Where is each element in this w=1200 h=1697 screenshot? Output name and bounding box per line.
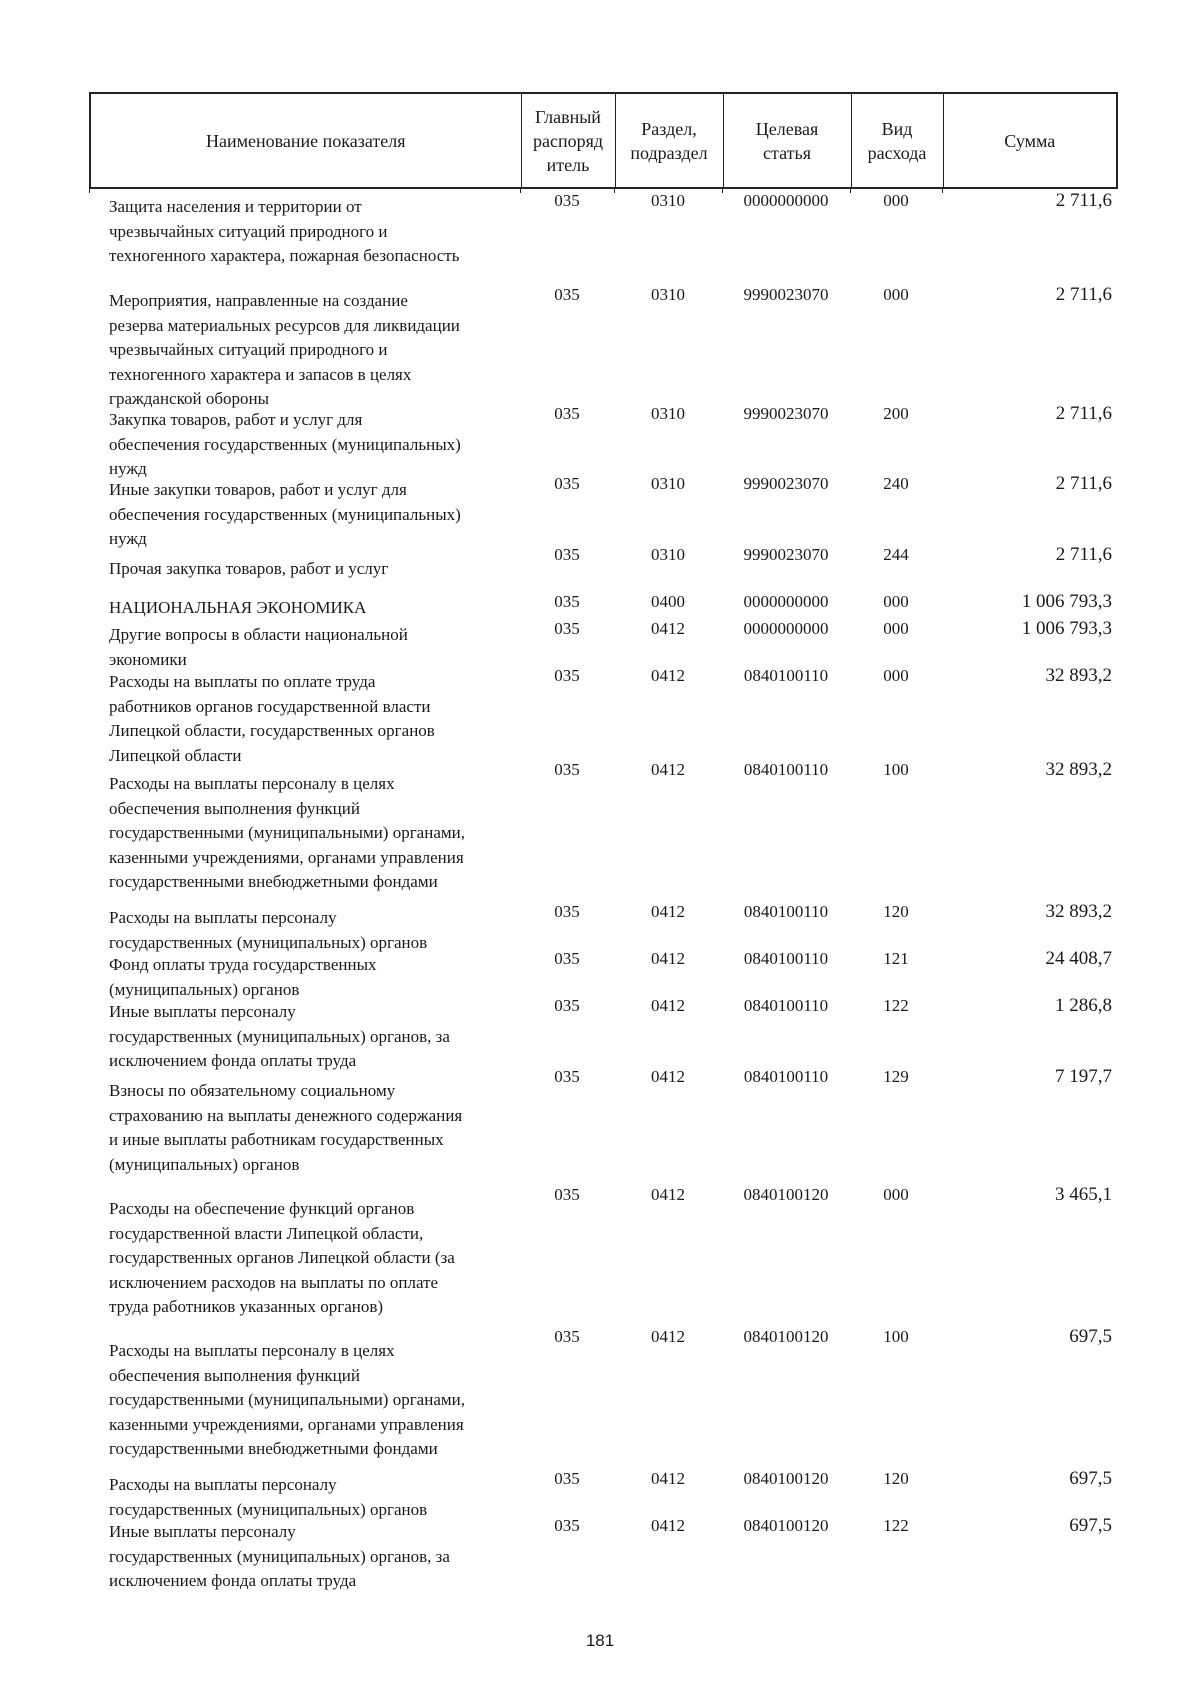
target-article-code: 0000000000 — [743, 191, 829, 210]
section-code: 0412 — [651, 1327, 685, 1346]
column-header-indicator-name: Наименование показателя — [90, 93, 521, 188]
sum-value: 697,5 — [1069, 1326, 1112, 1347]
sum-value: 32 893,2 — [1045, 901, 1112, 922]
sum-value: 2 711,6 — [1055, 403, 1112, 424]
indicator-name: Взносы по обязательному социальному страхованию на выплаты денежного содержания и иные выплаты работникам государственных (муниципальных) органов — [109, 1081, 463, 1174]
column-header-expense-type: Вид расхода — [851, 93, 943, 188]
sum-value: 32 893,2 — [1045, 665, 1112, 686]
chief-manager-code: 035 — [554, 592, 580, 611]
sum-value: 1 006 793,3 — [1021, 591, 1112, 612]
page-number: 181 — [585, 1631, 615, 1650]
sum-value: 2 711,6 — [1055, 190, 1112, 211]
chief-manager-code: 035 — [554, 1469, 580, 1488]
section-code: 0412 — [651, 760, 685, 779]
column-header-section: Раздел, подраздел — [615, 93, 723, 188]
indicator-name: Иные выплаты персоналу государственных (муниципальных) органов, за исключением фонда оплаты труда — [109, 1522, 450, 1590]
indicator-name: Защита населения и территории от чрезвычайных ситуаций природного и техногенного характера, пожарная безопасность — [109, 197, 460, 265]
section-code: 0412 — [651, 619, 685, 638]
chief-manager-code: 035 — [554, 902, 580, 921]
chief-manager-code: 035 — [554, 285, 580, 304]
section-code: 0412 — [651, 1067, 685, 1086]
target-article-code: 9990023070 — [743, 545, 829, 564]
indicator-name: Иные выплаты персоналу государственных (муниципальных) органов, за исключением фонда оплаты труда — [109, 1002, 450, 1070]
target-article-code: 0840100110 — [743, 760, 829, 779]
indicator-name: Расходы на выплаты персоналу в целях обеспечения выполнения функций государственными (муниципальными) органами, казенными учреждениями, органами управления государственными внебюджетными фондами — [109, 1341, 465, 1458]
sum-value: 32 893,2 — [1045, 759, 1112, 780]
sum-value: 7 197,7 — [1055, 1066, 1112, 1087]
expense-type-code: 120 — [883, 1469, 909, 1488]
section-code: 0310 — [651, 404, 685, 423]
indicator-name: Другие вопросы в области национальной экономики — [109, 625, 408, 669]
target-article-code: 0840100110 — [743, 902, 829, 921]
sum-value: 1 286,8 — [1055, 995, 1112, 1016]
chief-manager-code: 035 — [554, 996, 580, 1015]
section-code: 0310 — [651, 474, 685, 493]
chief-manager-code: 035 — [554, 474, 580, 493]
chief-manager-code: 035 — [554, 1185, 580, 1204]
chief-manager-code: 035 — [554, 1516, 580, 1535]
indicator-name: Иные закупки товаров, работ и услуг для обеспечения государственных (муниципальных) нужд — [109, 480, 461, 548]
sum-value: 2 711,6 — [1055, 473, 1112, 494]
sum-value: 697,5 — [1069, 1468, 1112, 1489]
section-code: 0310 — [651, 191, 685, 210]
sum-value: 3 465,1 — [1055, 1184, 1112, 1205]
expense-type-code: 129 — [883, 1067, 909, 1086]
indicator-name: Расходы на выплаты по оплате труда работников органов государственной власти Липецкой области, государственных органов Липецкой области — [109, 672, 435, 765]
sum-value: 2 711,6 — [1055, 544, 1112, 565]
section-code: 0310 — [651, 545, 685, 564]
target-article-code: 0840100120 — [743, 1516, 829, 1535]
expense-type-code: 200 — [883, 404, 909, 423]
section-code: 0412 — [651, 902, 685, 921]
expense-type-code: 122 — [883, 996, 909, 1015]
expense-type-code: 000 — [883, 666, 909, 685]
indicator-name: Прочая закупка товаров, работ и услуг — [109, 559, 389, 578]
target-article-code: 0000000000 — [743, 619, 829, 638]
chief-manager-code: 035 — [554, 545, 580, 564]
target-article-code: 9990023070 — [743, 474, 829, 493]
target-article-code: 0840100120 — [743, 1327, 829, 1346]
target-article-code: 0840100110 — [743, 949, 829, 968]
expense-type-code: 122 — [883, 1516, 909, 1535]
expense-type-code: 244 — [883, 545, 909, 564]
chief-manager-code: 035 — [554, 1327, 580, 1346]
expense-type-code: 000 — [883, 1185, 909, 1204]
expense-type-code: 000 — [883, 285, 909, 304]
section-code: 0412 — [651, 996, 685, 1015]
column-divider — [89, 189, 90, 193]
chief-manager-code: 035 — [554, 1067, 580, 1086]
expense-type-code: 120 — [883, 902, 909, 921]
section-code: 0412 — [651, 949, 685, 968]
indicator-name: Расходы на обеспечение функций органов государственной власти Липецкой области, государственных органов Липецкой области (за исключением расходов на выплаты по оплате труда работников указанных органов) — [109, 1199, 455, 1316]
target-article-code: 0840100120 — [743, 1185, 829, 1204]
target-article-code: 0840100110 — [743, 996, 829, 1015]
indicator-name: НАЦИОНАЛЬНАЯ ЭКОНОМИКА — [109, 598, 367, 617]
expense-type-code: 000 — [883, 191, 909, 210]
expense-type-code: 100 — [883, 760, 909, 779]
table-header — [89, 92, 1118, 189]
target-article-code: 0000000000 — [743, 592, 829, 611]
expense-type-code: 121 — [883, 949, 909, 968]
chief-manager-code: 035 — [554, 191, 580, 210]
column-header-chief-manager: Главный распоряд итель — [521, 93, 615, 188]
expense-type-code: 100 — [883, 1327, 909, 1346]
expense-type-code: 000 — [883, 592, 909, 611]
chief-manager-code: 035 — [554, 619, 580, 638]
indicator-name: Расходы на выплаты персоналу государственных (муниципальных) органов — [109, 908, 428, 952]
column-header-sum: Сумма — [943, 93, 1117, 188]
expense-type-code: 240 — [883, 474, 909, 493]
chief-manager-code: 035 — [554, 760, 580, 779]
target-article-code: 9990023070 — [743, 404, 829, 423]
indicator-name: Фонд оплаты труда государственных (муниципальных) органов — [109, 955, 377, 999]
sum-value: 1 006 793,3 — [1021, 618, 1112, 639]
sum-value: 697,5 — [1069, 1515, 1112, 1536]
chief-manager-code: 035 — [554, 949, 580, 968]
section-code: 0400 — [651, 592, 685, 611]
indicator-name: Мероприятия, направленные на создание резерва материальных ресурсов для ликвидации чрезвычайных ситуаций природного и техногенного характера и запасов в целях гражданской обороны — [109, 291, 460, 408]
expense-type-code: 000 — [883, 619, 909, 638]
section-code: 0412 — [651, 666, 685, 685]
section-code: 0412 — [651, 1516, 685, 1535]
target-article-code: 0840100110 — [743, 666, 829, 685]
chief-manager-code: 035 — [554, 404, 580, 423]
indicator-name: Расходы на выплаты персоналу государственных (муниципальных) органов — [109, 1475, 428, 1519]
indicator-name: Закупка товаров, работ и услуг для обеспечения государственных (муниципальных) нужд — [109, 410, 461, 478]
sum-value: 24 408,7 — [1045, 948, 1112, 969]
section-code: 0310 — [651, 285, 685, 304]
section-code: 0412 — [651, 1469, 685, 1488]
target-article-code: 0840100120 — [743, 1469, 829, 1488]
section-code: 0412 — [651, 1185, 685, 1204]
chief-manager-code: 035 — [554, 666, 580, 685]
sum-value: 2 711,6 — [1055, 284, 1112, 305]
target-article-code: 0840100110 — [743, 1067, 829, 1086]
indicator-name: Расходы на выплаты персоналу в целях обеспечения выполнения функций государственными (муниципальными) органами, казенными учреждениями, органами управления государственными внебюджетными фондами — [109, 774, 465, 891]
target-article-code: 9990023070 — [743, 285, 829, 304]
column-header-target-article: Целевая статья — [723, 93, 851, 188]
